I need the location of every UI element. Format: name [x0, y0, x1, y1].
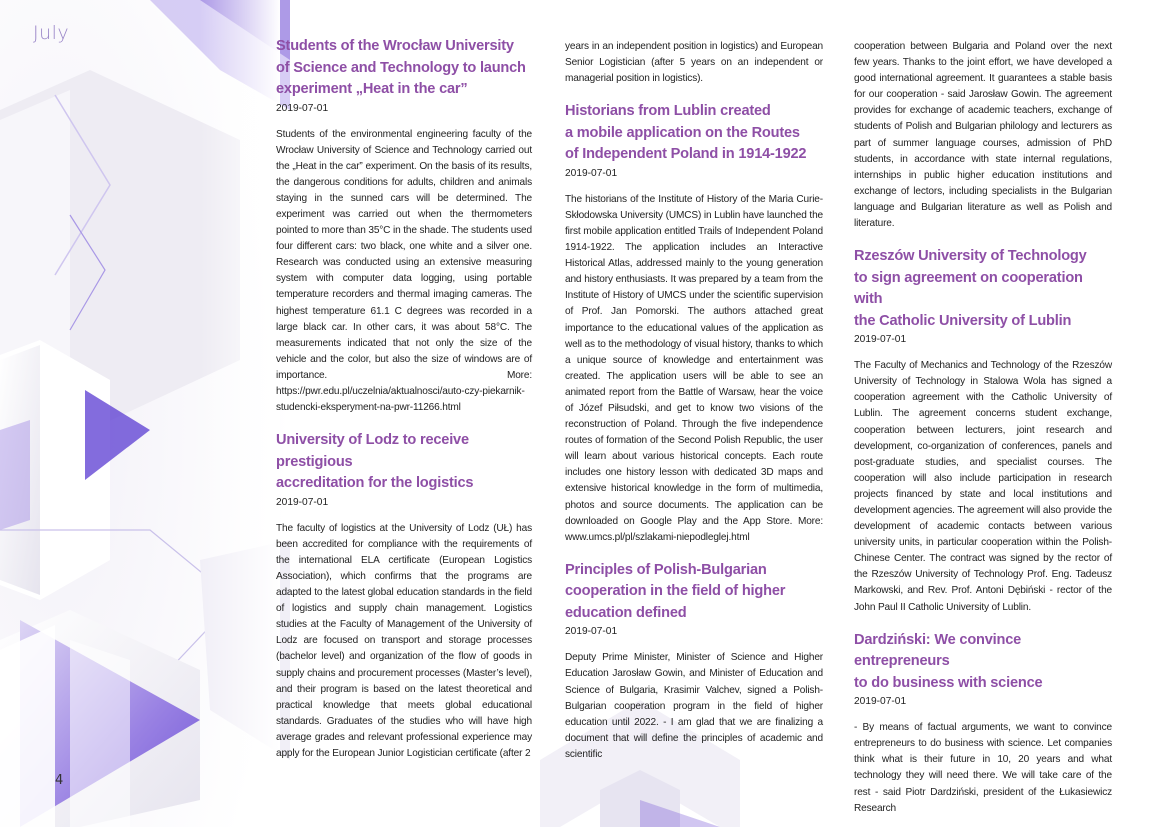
column-left	[276, 36, 532, 776]
headline-line: the Catholic University of Lublin	[854, 312, 1072, 329]
continued-text: cooperation between Bulgaria and Poland over the next few years. Thanks to the joint effort, we have developed a good international agreement. It guarantees a stable basis for our cooperation - said Jarosław Gowin. The agreement provides for exchange of academic teachers, exchange of students of Polish and Bulgarian philology and lecturers as part of summer language courses, admission of PhD students, in accordance with state internal regulations, internships in public higher education institutions and exchange of lectors, including specialists in the Bulgarian language and Bulgarian literature as well as Polish and literature.	[854, 41, 1112, 230]
article-wroclaw-heat-in-car	[276, 36, 532, 416]
headline-line: of Independent Poland in 1914-1922	[565, 146, 807, 163]
column-middle	[565, 39, 823, 777]
headline-line: Rzeszów University of Technology	[854, 248, 1087, 265]
article-date: 2019-07-01	[276, 496, 329, 508]
article-rzeszow-agreement	[854, 246, 1112, 616]
headline-line: Students of the Wrocław University	[276, 38, 514, 54]
column-right	[854, 39, 1112, 831]
article-date: 2019-07-01	[565, 167, 618, 179]
article-headline	[276, 36, 532, 101]
headline-line: of Science and Technology to launch	[276, 59, 526, 76]
article-body: - By means of factual arguments, we want to convince entrepreneurs to do business with science. Let companies think what is their future in 10, 20 years and what technology they will need there. We will take care of the rest - said Piotr Dardziński, president of the Łukasiewicz Research	[854, 722, 1112, 814]
article-lublin-mobile-app	[565, 101, 823, 546]
article-date: 2019-07-01	[854, 696, 907, 708]
headline-line: experiment „Heat in the car”	[276, 81, 468, 97]
headline-line: Dardziński: We convince entrepreneurs	[854, 631, 1022, 670]
article-headline	[565, 101, 823, 166]
article-body: Deputy Prime Minister, Minister of Science and Higher Education Jarosław Gowin, and Minister of Education and Science of Bulgaria, Krasimir Valchev, signed a Polish-Bulgarian cooperation program in the field of higher education until 2022. - I am glad that we are finalizing a document that will define the principles of academic and scientific	[565, 652, 823, 760]
article-date: 2019-07-01	[854, 334, 907, 346]
page-number: 4	[55, 773, 64, 788]
headline-line: accreditation for the logistics	[276, 475, 474, 492]
article-headline	[854, 630, 1112, 695]
article-lodz-logistics-accreditation	[276, 430, 532, 762]
article-date: 2019-07-01	[565, 626, 618, 638]
continued-text: years in an independent position in logistics) and European Senior Logistician (after 5 years on an independent or managerial position in logistics).	[565, 41, 823, 85]
headline-line: a mobile application on the Routes	[565, 124, 800, 141]
article-headline	[565, 560, 823, 625]
article-headline	[854, 246, 1112, 332]
headline-line: Historians from Lublin created	[565, 103, 771, 120]
article-body: The faculty of logistics at the University of Lodz (UŁ) has been accredited for compliance with the requirements of the international ELA certificate (European Logistics Association), which confirms that the programs are adapted to the latest global education standards in the field of logistics and supply chain management. Logistics studies at the Faculty of Management of the University of Lodz are focused on transport and storage processes (bachelor level) and organization of the flow of goods in supply chains and procurement processes (Master’s level), and their program is based on the latest theoretical and practical knowledge that meets global educational standards. Graduates of the studies who will have high average grades and relevant professional experience may apply for the European Junior Logistician certificate (after 2	[276, 522, 532, 759]
headline-line: to do business with science	[854, 674, 1043, 691]
headline-line: to sign agreement on cooperation with	[854, 269, 1083, 308]
month-label: July	[33, 22, 70, 44]
article-polish-bulgarian-cooperation	[565, 560, 823, 763]
headline-line: education defined	[565, 604, 687, 621]
article-date: 2019-07-01	[276, 102, 329, 114]
headline-line: Principles of Polish-Bulgarian	[565, 561, 767, 578]
article-body: Students of the environmental engineering faculty of the Wrocław University of Science and Technology carried out the „Heat in the car” experiment. On the basis of its results, the dangerous conditions for adults, children and animals staying in the sunned cars will be determined. The experiment was carried out when the thermometers pointed to more than 35°C in the shade. The students used four different cars: two black, one white and a silver one. Research was conducted using an extensive measuring system with computer data logging, using portable temperature recorders and thermal imaging cameras. The highest temperature 61.1 C degrees was recorded in a large black car. In other cars, it was about 58°C. The measurements indicated that not only the size of the vehicle and the color, but also the size of windows are of importance. More: https://pwr.edu.pl/uczelnia/aktualnosci/auto-czy-piekarnik-studencki-eksperyment-na-pwr-11266.html	[276, 128, 532, 414]
article-body: The Faculty of Mechanics and Technology of the Rzeszów University of Technology in Stalowa Wola has signed a cooperation agreement with the Catholic University of Lublin. The agreement concerns student exchange, cooperation between lecturers, joint research and development, co-organization of conferences, panels and post-graduate studies, and specialist courses. The cooperation will also include participation in research projects financed by state and local institutions and development agencies. The agreement will also provide the development of academic contacts between various university units, in particular cooperation within the Polish-Chinese Center. The contract was signed by the rector of the Rzeszów University of Technology Prof. Eng. Tadeusz Markowski, and Rev. Prof. Antoni Dębiński - rector of the John Paul II Catholic University of Lublin.	[854, 360, 1112, 613]
headline-line: cooperation in the field of higher	[565, 583, 786, 600]
article-headline	[276, 430, 532, 495]
headline-line: University of Lodz to receive prestigious	[276, 432, 469, 470]
article-dardzinski-business-science	[854, 630, 1112, 817]
article-body: The historians of the Institute of History of the Maria Curie-Skłodowska University (UMCS) in Lublin have launched the first mobile application entitled Trails of Independent Poland 1914-1922. The application includes an Interactive Historical Atlas, addressed mainly to the young generation and history enthusiasts. It was prepared by a team from the Institute of History of UMCS under the scientific supervision of Prof. Jan Pomorski. The authors attached great importance to the educational values of the application as well as to the methodology of visual history, thanks to which a unique source of knowledge and entertainment was created. The application users will be able to see an animated report from the Battle of Warsaw, hear the voice of Józef Piłsudski, and get to know two visions of the reconstruction of Poland. Through the five independence routes of formation of the Second Polish Republic, the user will learn about various historical concepts. Each route includes one history lesson with dedicated 3D maps and extensive historical knowledge in the form of multimedia, photos and source documents. The application can be downloaded on Google Play and the App Store. More: www.umcs.pl/pl/szlakami-niepodleglej.html	[565, 193, 823, 543]
